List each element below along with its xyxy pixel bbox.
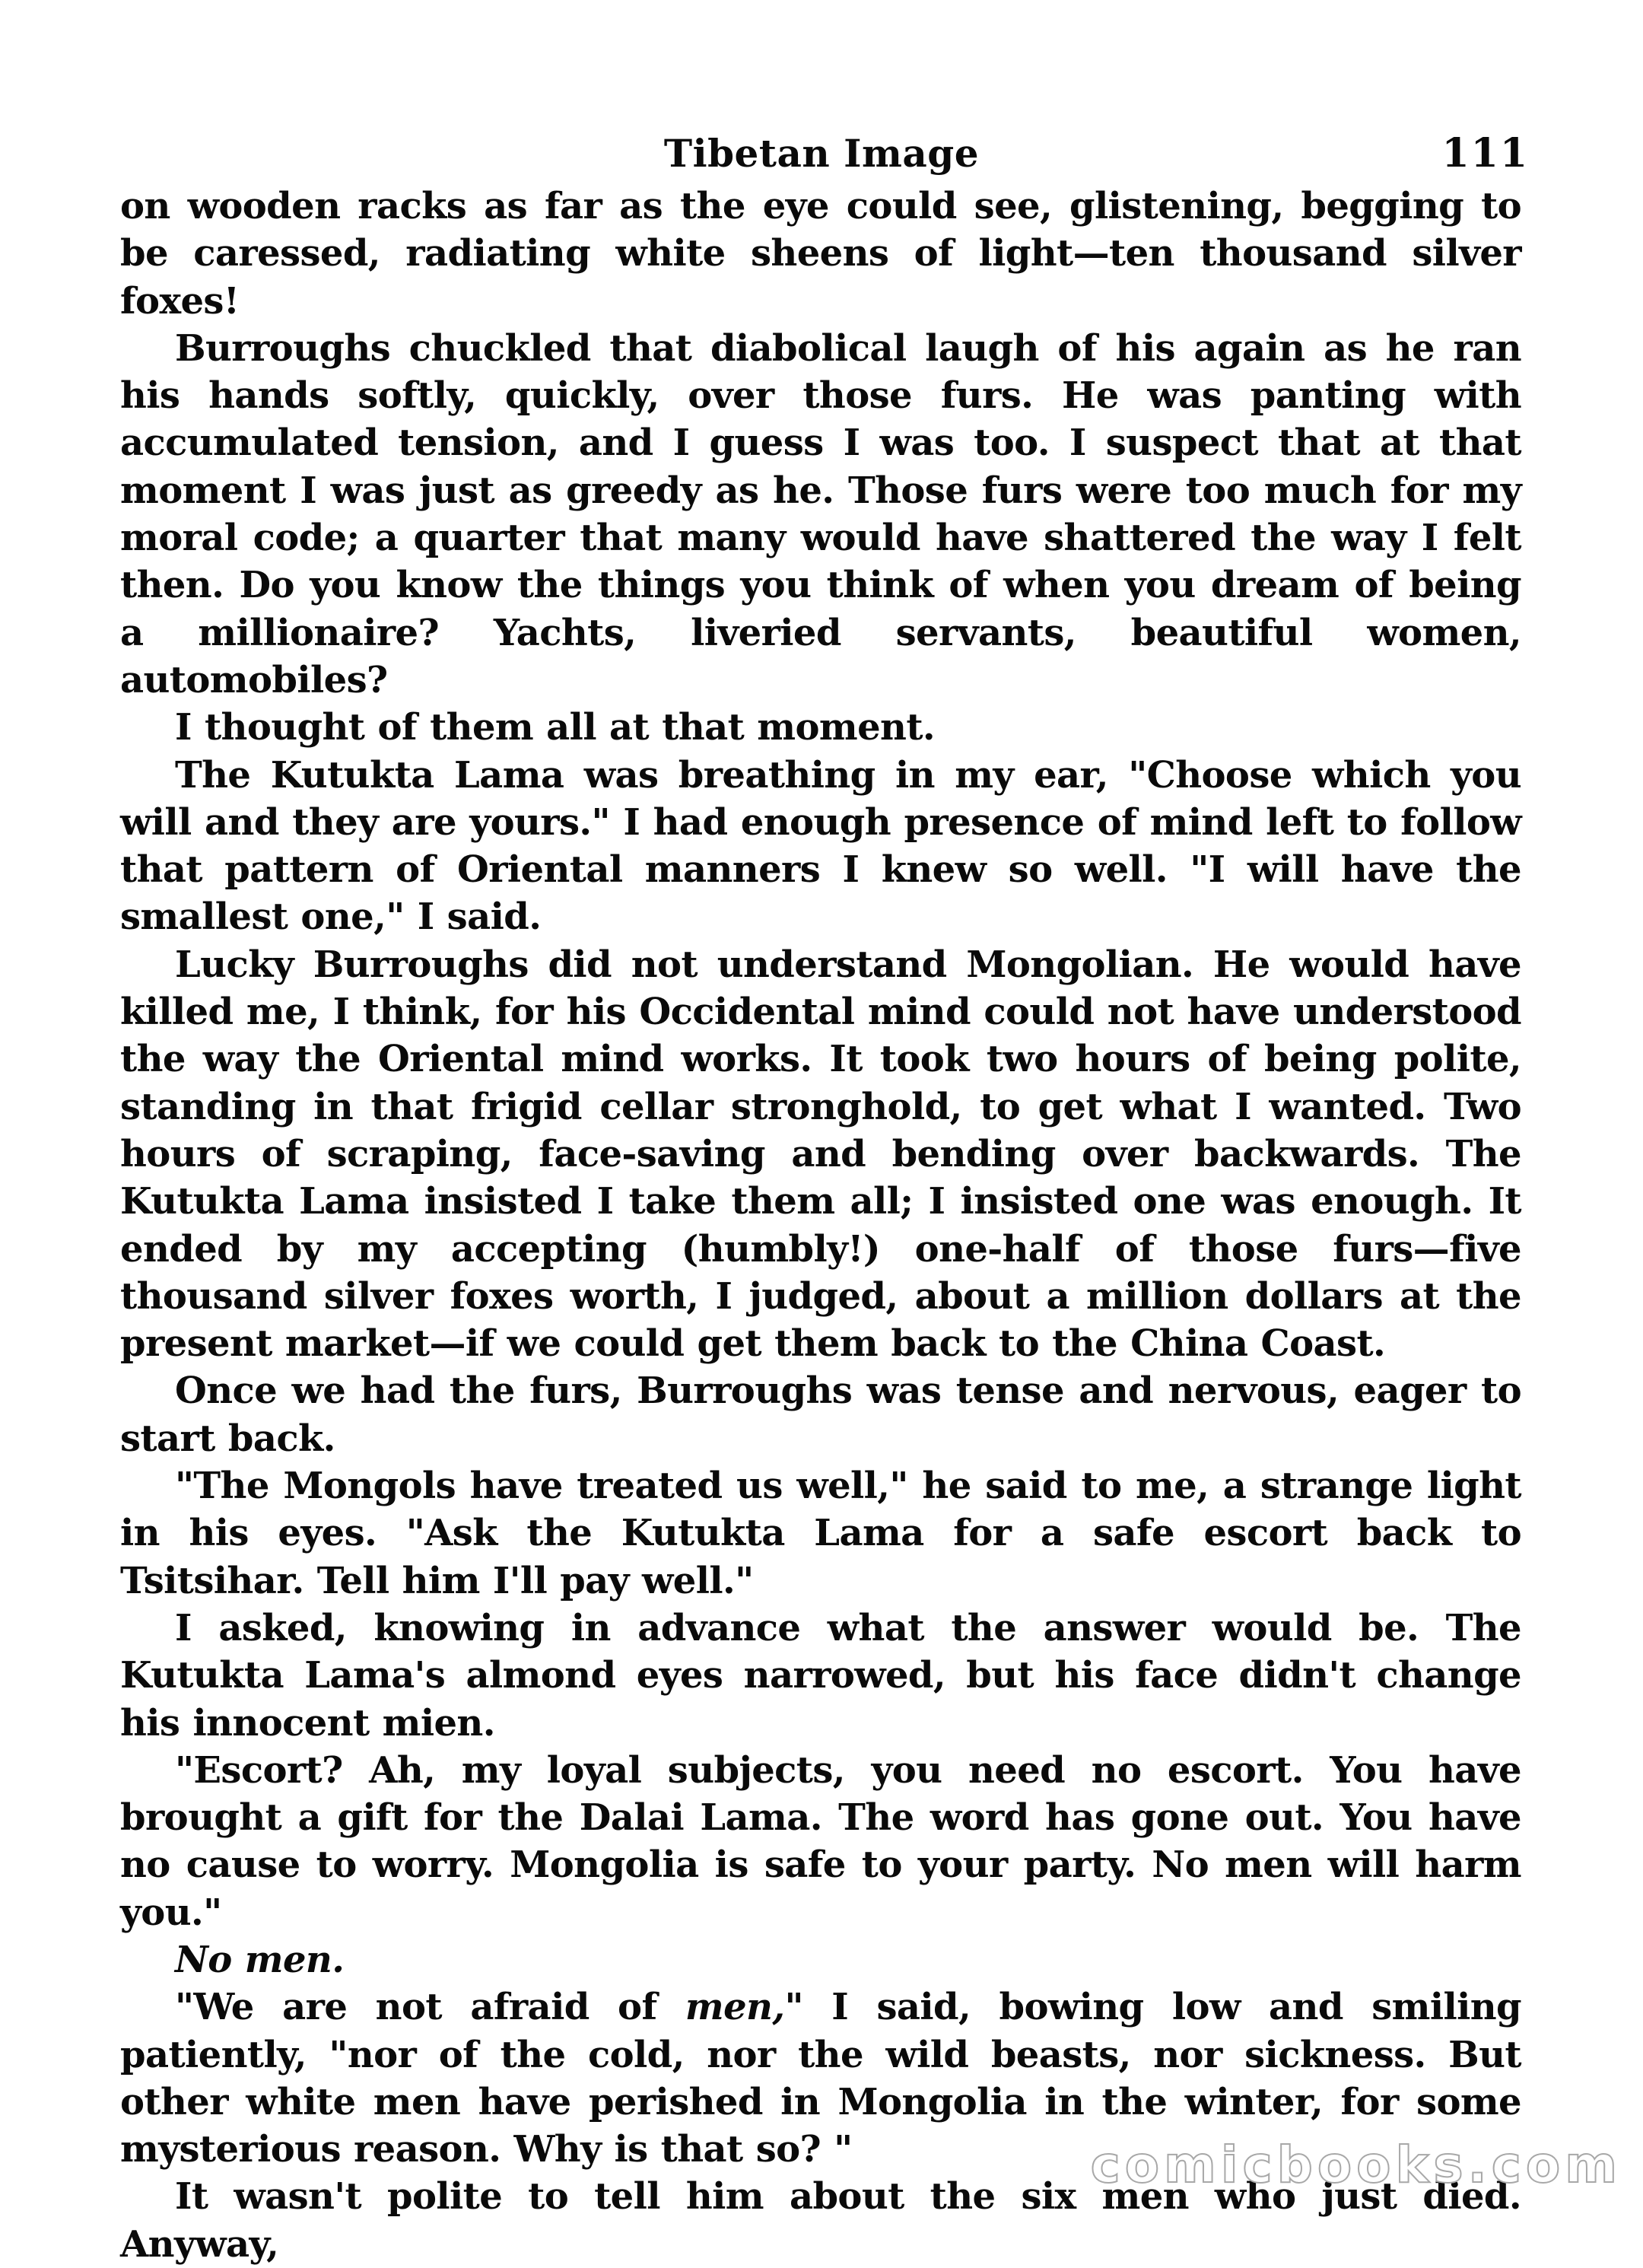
paragraph: It wasn't polite to tell him about the six men who just died. Anyway, (120, 2175, 1521, 2266)
paragraph: on wooden racks as far as the eye could see, glistening, begging to be caressed, radiating white sheens of light—ten thousand silver foxes! (120, 185, 1521, 323)
paragraph: I thought of them all at that moment. (175, 706, 936, 749)
paragraph: "The Mongols have treated us well," he said to me, a strange light in his eyes. "Ask the Kutukta Lama for a safe escort back to Tsitsihar. Tell him I'll pay well." (120, 1465, 1521, 1602)
italic-text: men, (685, 1986, 785, 2029)
paragraph (120, 1936, 1521, 1983)
paragraph: The Kutukta Lama was breathing in my ear, "Choose which you will and they are yours." I had enough presence of mind left to follow that pattern of Oriental manners I knew so well. "I will have the smallest one," I said. (120, 753, 1521, 939)
italic-text: No men. (175, 1938, 345, 1981)
paragraph: Lucky Burroughs did not understand Mongolian. He would have killed me, I think, for his Occidental mind could not have understood the way the Oriental mind works. It took two hours of being polite, standing in that frigid cellar stronghold, to get what I wanted. Two hours of scraping, face-saving and bending over backwards. The Kutukta Lama insisted I take them all; I insisted one was enough. It ended by my accepting (humbly!) one-half of those furs—five thousand silver foxes worth, I judged, about a million dollars at the present market—if we could get them back to the China Coast. (120, 943, 1521, 1366)
paragraph: "Escort? Ah, my loyal subjects, you need no escort. You have brought a gift for the Dalai Lama. The word has gone out. You have no cause to worry. Mongolia is safe to your party. No men will harm you." (120, 1748, 1521, 1934)
paragraph: I asked, knowing in advance what the answer would be. The Kutukta Lama's almond eyes narrowed, but his face didn't change his innocent mien. (120, 1606, 1521, 1745)
paragraph-text: "We are not afraid of (175, 1986, 685, 2029)
paragraph: Once we had the furs, Burroughs was tense and nervous, eager to start back. (120, 1369, 1521, 1460)
paragraph: Burroughs chuckled that diabolical laugh of his again as he ran his hands softly, quickly, over those furs. He was panting with accumulated tension, and I guess I was too. I suspect that at that moment I was just as greedy as he. Those furs were too much for my moral code; a quarter that many would have shattered the way I felt then. Do you know the things you think of when you dream of being a millionaire? Yachts, liveried servants, beautiful women, automobiles? (120, 326, 1521, 701)
running-title: Tibetan Image (663, 131, 980, 176)
paragraph-text: " I said, bowing low and smiling patiently, "nor of the cold, nor the wild beasts, nor sickness. But other white men have perished in Mongolia in the winter, for some mysterious reason. Why is that so? " (120, 1986, 1521, 2171)
watermark: comicbooks.com (1090, 2136, 1622, 2194)
body-text (120, 183, 1521, 2268)
page-number: 111 (1441, 130, 1529, 177)
